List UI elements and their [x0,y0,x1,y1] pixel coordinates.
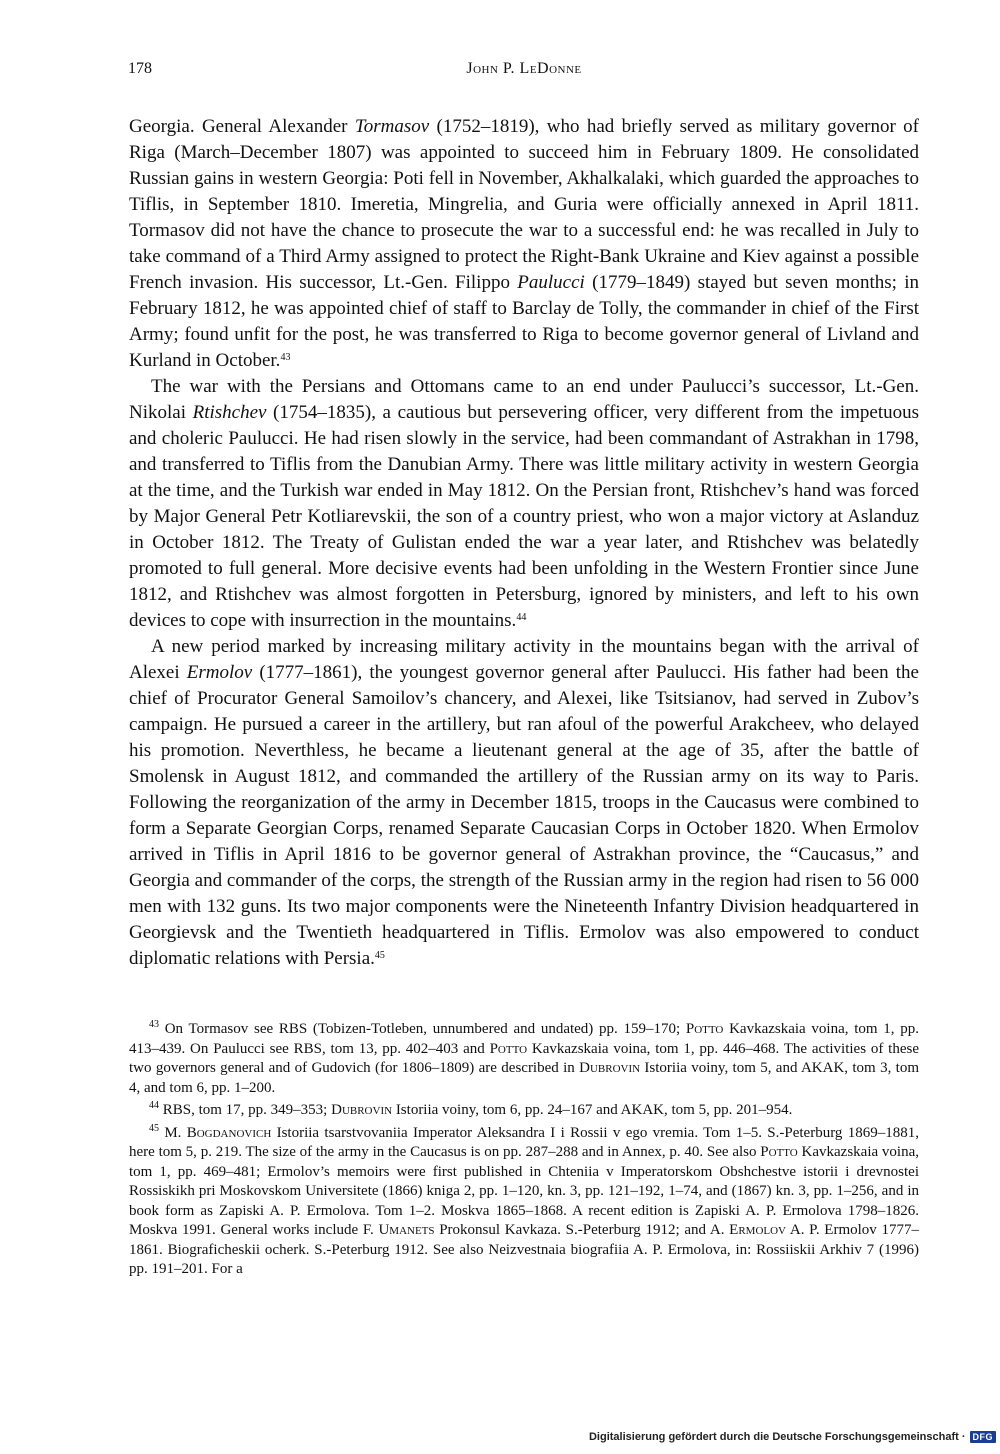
digitization-footer [589,1428,1000,1446]
footnotes [129,1020,919,1283]
main-text [129,114,919,972]
name-italic: Ermolov [186,662,253,683]
footer-text: Digitalisierung gefördert durch die Deutsche Forschungsgemeinschaft · [588,1431,966,1443]
paragraph-3: A new period marked by increasing military activity in the mountains began with the arrival of Alexei Ermolov (1777–1861), the youngest governor general after Paulucci. His father had been the chief of Procurator General Samoilov’s chancery, and Alexei, like Tsitsianov, had served in Zubov’s campaign. He pursued a career in the artillery, but ran afoul of the powerful Arakcheev, who delayed his promotion. Neverthless, he became a lieutenant general at the age of 35, after the battle of Smolensk in August 1812, and commanded the artillery of the Russian army on its way to Paris. Following the reorganization of the army in December 1815, troops in the Caucasus were combined to form a Separate Georgian Corps, renamed Separate Caucasian Corps in October 1820. When Ermolov arrived in Tiflis in April 1816 to be governor general of Astrakhan province, the “Caucasus,” and Georgia and commander of the corps, the strength of the Russian army in the region had risen to 56 000 men with 132 guns. Its two major components were the Nineteenth Infantry Division headquartered in Georgievsk and the Twentieth headquartered in Tiflis. Ermolov was also empowered to conduct diplomatic relations with Persia.$^{45}$ [129,636,919,969]
footnote-44: $^{44}$ RBS, tom 17, pp. 349–353; Dubrovin Istoriia voiny, tom 6, pp. 24–167 and AKAK, tom 5, pp. 201–954. [149,1100,793,1118]
name-italic: Paulucci [517,272,585,293]
footnote-43: $^{43}$ On Tormasov see RBS (Tobizen-Totleben, unnumbered and undated) pp. 159–170; Potto Kavkazskaia voina, tom 1, pp. 413–439. On Paulucci see RBS, tom 13, pp. 402–403 and Potto Kavkazskaia voina, tom 1, pp. 446–468. The activities of these two governors general and of Gudovich (for 1806–1809) are described in Dubrovin Istoriia voiny, tom 5, and AKAK, tom 3, tom 4, and tom 6, pp. 1–200. [129,1019,919,1096]
footnote-ref[interactable]: 44 [516,612,527,623]
dfg-logo: DFG [970,1431,997,1443]
name-italic: Tormasov [354,116,430,137]
page-number: 178 [128,60,152,77]
footnote-ref[interactable]: 45 [374,950,385,961]
name-italic: Rtishchev [192,402,267,423]
paragraph-2: The war with the Persians and Ottomans came to an end under Paulucci’s successor, Lt.-Gen. Nikolai Rtishchev (1754–1835), a cautious but persevering officer, very different from the impetuous and choleric Paulucci. He had risen slowly in the service, had been commandant of Astrakhan in 1798, and transferred to Tiflis from the Danubian Army. There was little military activity in western Georgia at the time, and the Turkish war ended in May 1812. On the Persian front, Rtishchev’s hand was forced by Major General Petr Kotliarevskii, the son of a country priest, who won a major victory at Aslanduz in October 1812. The Treaty of Gulistan ended the war a year later, and Rtishchev was belatedly promoted to full general. More decisive events had been unfolding in the Western Frontier since June 1812, and Rtishchev was almost forgotten in Petersburg, ignored by ministers, and left to his own devices to cope with insurrection in the mountains.$^{44}$ [129,376,919,631]
page-header [128,60,920,84]
running-title: John P. LeDonne [466,60,582,77]
footnote-45: $^{45}$ M. Bogdanovich Istoriia tsarstvovaniia Imperator Aleksandra I i Rossii v ego vremia. Tom 1–5. S.-Peterburg 1869–1881, here tom 5, p. 219. The size of the army in the Caucasus is on pp. 287–288 and in Annex, p. 40. See also Potto Kavkazskaia voina, tom 1, pp. 469–481; Ermolov’s memoirs were first published in Chteniia v Imperatorskom Obshchestve istorii i drevnostei Rossiskikh pri Moskovskom Universitete (1866) kniga 2, pp. 1–120, kn. 3, pp. 121–192, 1–74, and (1867) kn. 3, pp. 1–256, and in book form as Zapiski A. P. Ermolova. Tom 1–2. Moskva 1865–1868. A recent edition is Zapiski A. P. Ermolova 1798–1826. Moskva 1991. General works include F. Umanets Prokonsul Kavkaza. S.-Peterburg 1912; and A. Ermolov A. P. Ermolov 1777–1861. Biograficheskii ocherk. S.-Peterburg 1912. See also Neizvestnaia biografiia A. P. Ermolova, in: Rossiiskii Arkhiv 7 (1996) pp. 191–201. For a [129,1122,920,1277]
footnote-ref[interactable]: 43 [280,352,291,363]
paragraph-1: Georgia. General Alexander Tormasov (1752–1819), who had briefly served as military governor of Riga (March–December 1807) was appointed to succeed him in February 1809. He consolidated Russian gains in western Georgia: Poti fell in November, Akhalkalaki, which guarded the approaches to Tiflis, in September 1810. Imeretia, Mingrelia, and Guria were officially annexed in April 1811. Tormasov did not have the chance to prosecute the war to a successful end: he was recalled in July to take command of a Third Army assigned to protect the Right-Bank Ukraine and Kiev against a possible French invasion. His successor, Lt.-Gen. Filippo Paulucci (1779–1849) stayed but seven months; in February 1812, he was appointed chief of staff to Barclay de Tolly, the commander in chief of the First Army; found unfit for the post, he was transferred to Riga to become governor general of Livland and Kurland in October.$^{43}$ [129,116,920,371]
